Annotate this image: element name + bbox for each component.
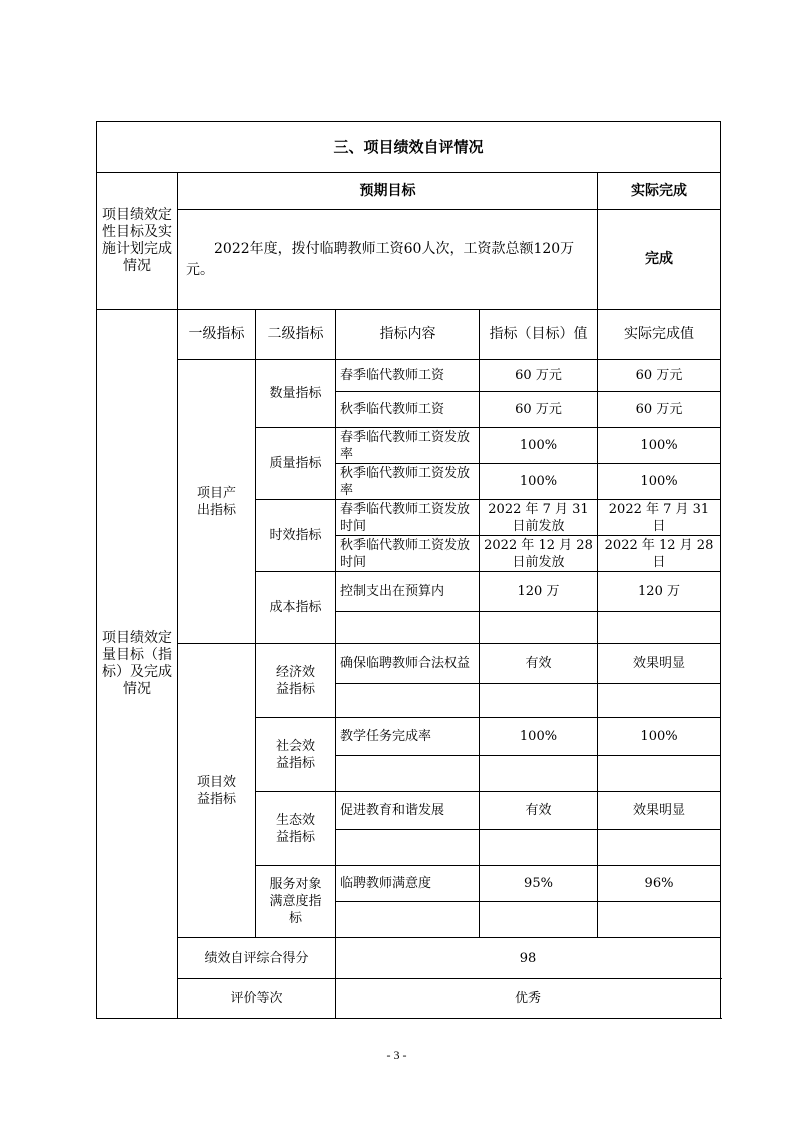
level2-label: 成本指标 bbox=[256, 572, 336, 644]
target-header: 指标（目标）值 bbox=[480, 310, 598, 360]
actual-value bbox=[598, 612, 721, 644]
actual-value: 60 万元 bbox=[598, 360, 721, 392]
score-value: 98 bbox=[336, 938, 721, 979]
target-value bbox=[480, 684, 598, 718]
target-value: 有效 bbox=[480, 792, 598, 830]
indicator-content bbox=[336, 684, 480, 718]
level1-header: 一级指标 bbox=[178, 310, 256, 360]
indicator-content bbox=[336, 830, 480, 866]
target-value: 2022 年 7 月 31 日前发放 bbox=[480, 500, 598, 536]
grade-label: 评价等次 bbox=[178, 979, 336, 1019]
level2-label: 时效指标 bbox=[256, 500, 336, 572]
grade-value: 优秀 bbox=[336, 979, 721, 1019]
target-value: 60 万元 bbox=[480, 392, 598, 428]
level2-label: 生态效益指标 bbox=[256, 792, 336, 866]
output-indicator-label: 项目产出指标 bbox=[178, 360, 256, 644]
page-number: - 3 - bbox=[386, 1048, 407, 1062]
actual-value: 100% bbox=[598, 464, 721, 500]
score-label: 绩效自评综合得分 bbox=[178, 938, 336, 979]
level2-label: 数量指标 bbox=[256, 360, 336, 428]
qualitative-label: 项目绩效定性目标及实施计划完成情况 bbox=[97, 173, 178, 310]
target-value: 100% bbox=[480, 718, 598, 756]
section-title: 三、项目绩效自评情况 bbox=[97, 122, 721, 173]
actual-value: 2022 年 12 月 28 日 bbox=[598, 536, 721, 572]
actual-value: 效果明显 bbox=[598, 644, 721, 684]
target-value: 100% bbox=[480, 464, 598, 500]
actual-value: 96% bbox=[598, 866, 721, 902]
actual-value bbox=[598, 684, 721, 718]
target-value: 100% bbox=[480, 428, 598, 464]
actual-value: 2022 年 7 月 31 日 bbox=[598, 500, 721, 536]
indicator-content: 春季临代教师工资 bbox=[336, 360, 480, 392]
actual-value bbox=[598, 902, 721, 938]
actual-value: 60 万元 bbox=[598, 392, 721, 428]
level2-label: 经济效益指标 bbox=[256, 644, 336, 718]
indicator-content: 春季临代教师工资发放率 bbox=[336, 428, 480, 464]
level2-label: 社会效益指标 bbox=[256, 718, 336, 792]
indicator-content: 秋季临代教师工资发放时间 bbox=[336, 536, 480, 572]
quantitative-label: 项目绩效定量目标（指标）及完成情况 bbox=[97, 310, 178, 1019]
target-value bbox=[480, 612, 598, 644]
indicator-content bbox=[336, 612, 480, 644]
actual-value: 效果明显 bbox=[598, 792, 721, 830]
expected-goal-description: 2022年度，拨付临聘教师工资60人次，工资款总额120万元。 bbox=[178, 210, 598, 310]
performance-table bbox=[96, 121, 721, 1019]
target-value: 有效 bbox=[480, 644, 598, 684]
level2-label: 服务对象满意度指标 bbox=[256, 866, 336, 938]
level2-label: 质量指标 bbox=[256, 428, 336, 500]
indicator-content: 春季临代教师工资发放时间 bbox=[336, 500, 480, 536]
content-header: 指标内容 bbox=[336, 310, 480, 360]
target-value bbox=[480, 830, 598, 866]
actual-value bbox=[598, 830, 721, 866]
indicator-content: 促进教育和谐发展 bbox=[336, 792, 480, 830]
target-value bbox=[480, 902, 598, 938]
actual-value: 120 万 bbox=[598, 572, 721, 612]
indicator-content: 秋季临代教师工资 bbox=[336, 392, 480, 428]
actual-header: 实际完成值 bbox=[598, 310, 721, 360]
indicator-content: 确保临聘教师合法权益 bbox=[336, 644, 480, 684]
expected-goal-header: 预期目标 bbox=[178, 173, 598, 210]
indicator-content: 控制支出在预算内 bbox=[336, 572, 480, 612]
target-value: 120 万 bbox=[480, 572, 598, 612]
indicator-content: 教学任务完成率 bbox=[336, 718, 480, 756]
indicator-content: 秋季临代教师工资发放率 bbox=[336, 464, 480, 500]
target-value: 2022 年 12 月 28 日前发放 bbox=[480, 536, 598, 572]
indicator-content bbox=[336, 756, 480, 792]
actual-value: 100% bbox=[598, 428, 721, 464]
actual-value bbox=[598, 756, 721, 792]
target-value: 60 万元 bbox=[480, 360, 598, 392]
actual-completion-value: 完成 bbox=[598, 210, 721, 310]
target-value bbox=[480, 756, 598, 792]
actual-completion-header: 实际完成 bbox=[598, 173, 721, 210]
indicator-content: 临聘教师满意度 bbox=[336, 866, 480, 902]
benefit-indicator-label: 项目效益指标 bbox=[178, 644, 256, 938]
level2-header: 二级指标 bbox=[256, 310, 336, 360]
indicator-content bbox=[336, 902, 480, 938]
actual-value: 100% bbox=[598, 718, 721, 756]
target-value: 95% bbox=[480, 866, 598, 902]
